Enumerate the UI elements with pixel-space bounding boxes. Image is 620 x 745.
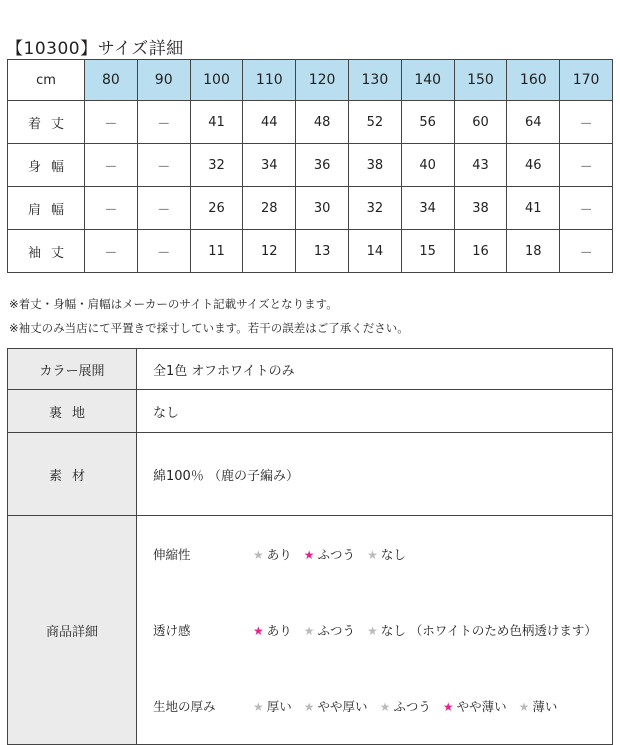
size-cell: －	[85, 187, 138, 230]
size-cell: －	[137, 230, 190, 273]
detail-option	[253, 699, 292, 714]
size-cell: 41	[190, 101, 243, 144]
size-cell: －	[85, 230, 138, 273]
row-label: 袖丈	[8, 230, 85, 273]
size-cell: －	[137, 101, 190, 144]
size-cell: 48	[296, 101, 349, 144]
table-row	[8, 101, 613, 144]
spec-row-color	[8, 349, 613, 390]
size-cell: 15	[401, 230, 454, 273]
spec-label: 裏地	[8, 390, 137, 433]
size-header-row	[8, 60, 613, 101]
detail-row	[153, 516, 612, 592]
star-icon: ★	[518, 700, 530, 714]
detail-row	[153, 668, 612, 744]
option-label: あり	[266, 623, 292, 638]
size-cell: 38	[348, 144, 401, 187]
star-icon: ★	[379, 700, 391, 714]
star-selected-icon: ★	[442, 700, 454, 714]
size-cell: 34	[243, 144, 296, 187]
size-header: 100	[190, 60, 243, 101]
option-label: やや厚い	[317, 699, 368, 714]
unit-label: cm	[8, 60, 85, 101]
detail-row	[153, 592, 612, 668]
table-row	[8, 187, 613, 230]
size-cell: －	[137, 144, 190, 187]
spec-row-material	[8, 433, 613, 516]
size-cell: 64	[507, 101, 560, 144]
size-cell: －	[137, 187, 190, 230]
size-cell: －	[560, 230, 613, 273]
size-cell: 16	[454, 230, 507, 273]
option-label: ふつう	[317, 547, 356, 562]
size-cell: 60	[454, 101, 507, 144]
size-cell: －	[560, 101, 613, 144]
spec-row-details	[8, 516, 613, 745]
star-icon: ★	[253, 548, 264, 562]
spec-value: 綿100％ （鹿の子編み）	[137, 433, 613, 516]
size-cell: 18	[507, 230, 560, 273]
detail-option	[443, 699, 507, 714]
size-header: 160	[507, 60, 560, 101]
star-icon: ★	[303, 700, 315, 714]
page-title: 【10300】サイズ詳細	[6, 39, 184, 59]
size-header: 120	[296, 60, 349, 101]
size-header: 90	[137, 60, 190, 101]
size-header: 170	[560, 60, 613, 101]
details-list	[153, 516, 612, 744]
size-cell: －	[85, 101, 138, 144]
detail-option	[367, 547, 406, 562]
option-label: ふつう	[317, 623, 356, 638]
size-cell: 30	[296, 187, 349, 230]
detail-option	[253, 623, 292, 638]
size-table	[7, 59, 613, 273]
size-cell: 26	[190, 187, 243, 230]
star-selected-icon: ★	[303, 548, 315, 562]
spec-label: 商品詳細	[8, 516, 137, 745]
spec-table	[7, 348, 613, 745]
size-cell: 52	[348, 101, 401, 144]
size-cell: 11	[190, 230, 243, 273]
spec-value: 全1色 オフホワイトのみ	[137, 349, 613, 390]
detail-option	[519, 699, 558, 714]
star-selected-icon: ★	[253, 624, 264, 638]
option-label: 厚い	[266, 699, 292, 714]
size-header: 140	[401, 60, 454, 101]
note-line: ※袖丈のみ当店にて平置きで採寸しています。若干の誤差はご了承ください。	[9, 321, 409, 335]
table-row	[8, 144, 613, 187]
size-cell: 32	[348, 187, 401, 230]
option-label: ふつう	[393, 699, 431, 714]
detail-options	[253, 592, 612, 668]
table-row	[8, 230, 613, 273]
size-cell: 14	[348, 230, 401, 273]
size-cell: 36	[296, 144, 349, 187]
size-cell: 38	[454, 187, 507, 230]
detail-option	[367, 623, 597, 638]
size-cell: 34	[401, 187, 454, 230]
size-header: 130	[348, 60, 401, 101]
row-label: 肩幅	[8, 187, 85, 230]
spec-value: なし	[137, 390, 613, 433]
size-cell: 44	[243, 101, 296, 144]
option-label: あり	[266, 547, 292, 562]
star-icon: ★	[367, 548, 378, 562]
note-line: ※着丈・身幅・肩幅はメーカーのサイト記載サイズとなります。	[9, 297, 338, 311]
size-cell: 56	[401, 101, 454, 144]
size-header: 150	[454, 60, 507, 101]
option-label: やや薄い	[456, 699, 507, 714]
size-cell: －	[85, 144, 138, 187]
detail-option	[304, 547, 355, 562]
size-cell: －	[560, 187, 613, 230]
size-cell: 46	[507, 144, 560, 187]
spec-label: 素材	[8, 433, 137, 516]
detail-name: 伸縮性	[153, 547, 191, 562]
size-cell: 28	[243, 187, 296, 230]
size-header: 110	[243, 60, 296, 101]
detail-option	[253, 547, 292, 562]
size-cell: 32	[190, 144, 243, 187]
spec-label: カラー展開	[8, 349, 137, 390]
option-label: 薄い	[532, 699, 558, 714]
row-label: 着丈	[8, 101, 85, 144]
spec-row-lining	[8, 390, 613, 433]
detail-option	[304, 623, 355, 638]
size-cell: 12	[243, 230, 296, 273]
row-label: 身幅	[8, 144, 85, 187]
size-cell: 40	[401, 144, 454, 187]
star-icon: ★	[303, 624, 315, 638]
detail-options	[253, 516, 612, 592]
detail-option	[304, 699, 368, 714]
size-notes	[9, 292, 409, 340]
star-icon: ★	[253, 700, 264, 714]
detail-options	[253, 668, 612, 744]
size-header: 80	[85, 60, 138, 101]
option-label: なし （ホワイトのため色柄透けます）	[380, 623, 597, 638]
size-cell: －	[560, 144, 613, 187]
star-icon: ★	[367, 624, 378, 638]
option-label: なし	[380, 547, 406, 562]
spec-details-cell	[137, 516, 613, 745]
detail-name: 透け感	[153, 623, 191, 638]
detail-option	[380, 699, 431, 714]
size-cell: 43	[454, 144, 507, 187]
detail-name: 生地の厚み	[153, 699, 216, 714]
size-cell: 41	[507, 187, 560, 230]
size-cell: 13	[296, 230, 349, 273]
